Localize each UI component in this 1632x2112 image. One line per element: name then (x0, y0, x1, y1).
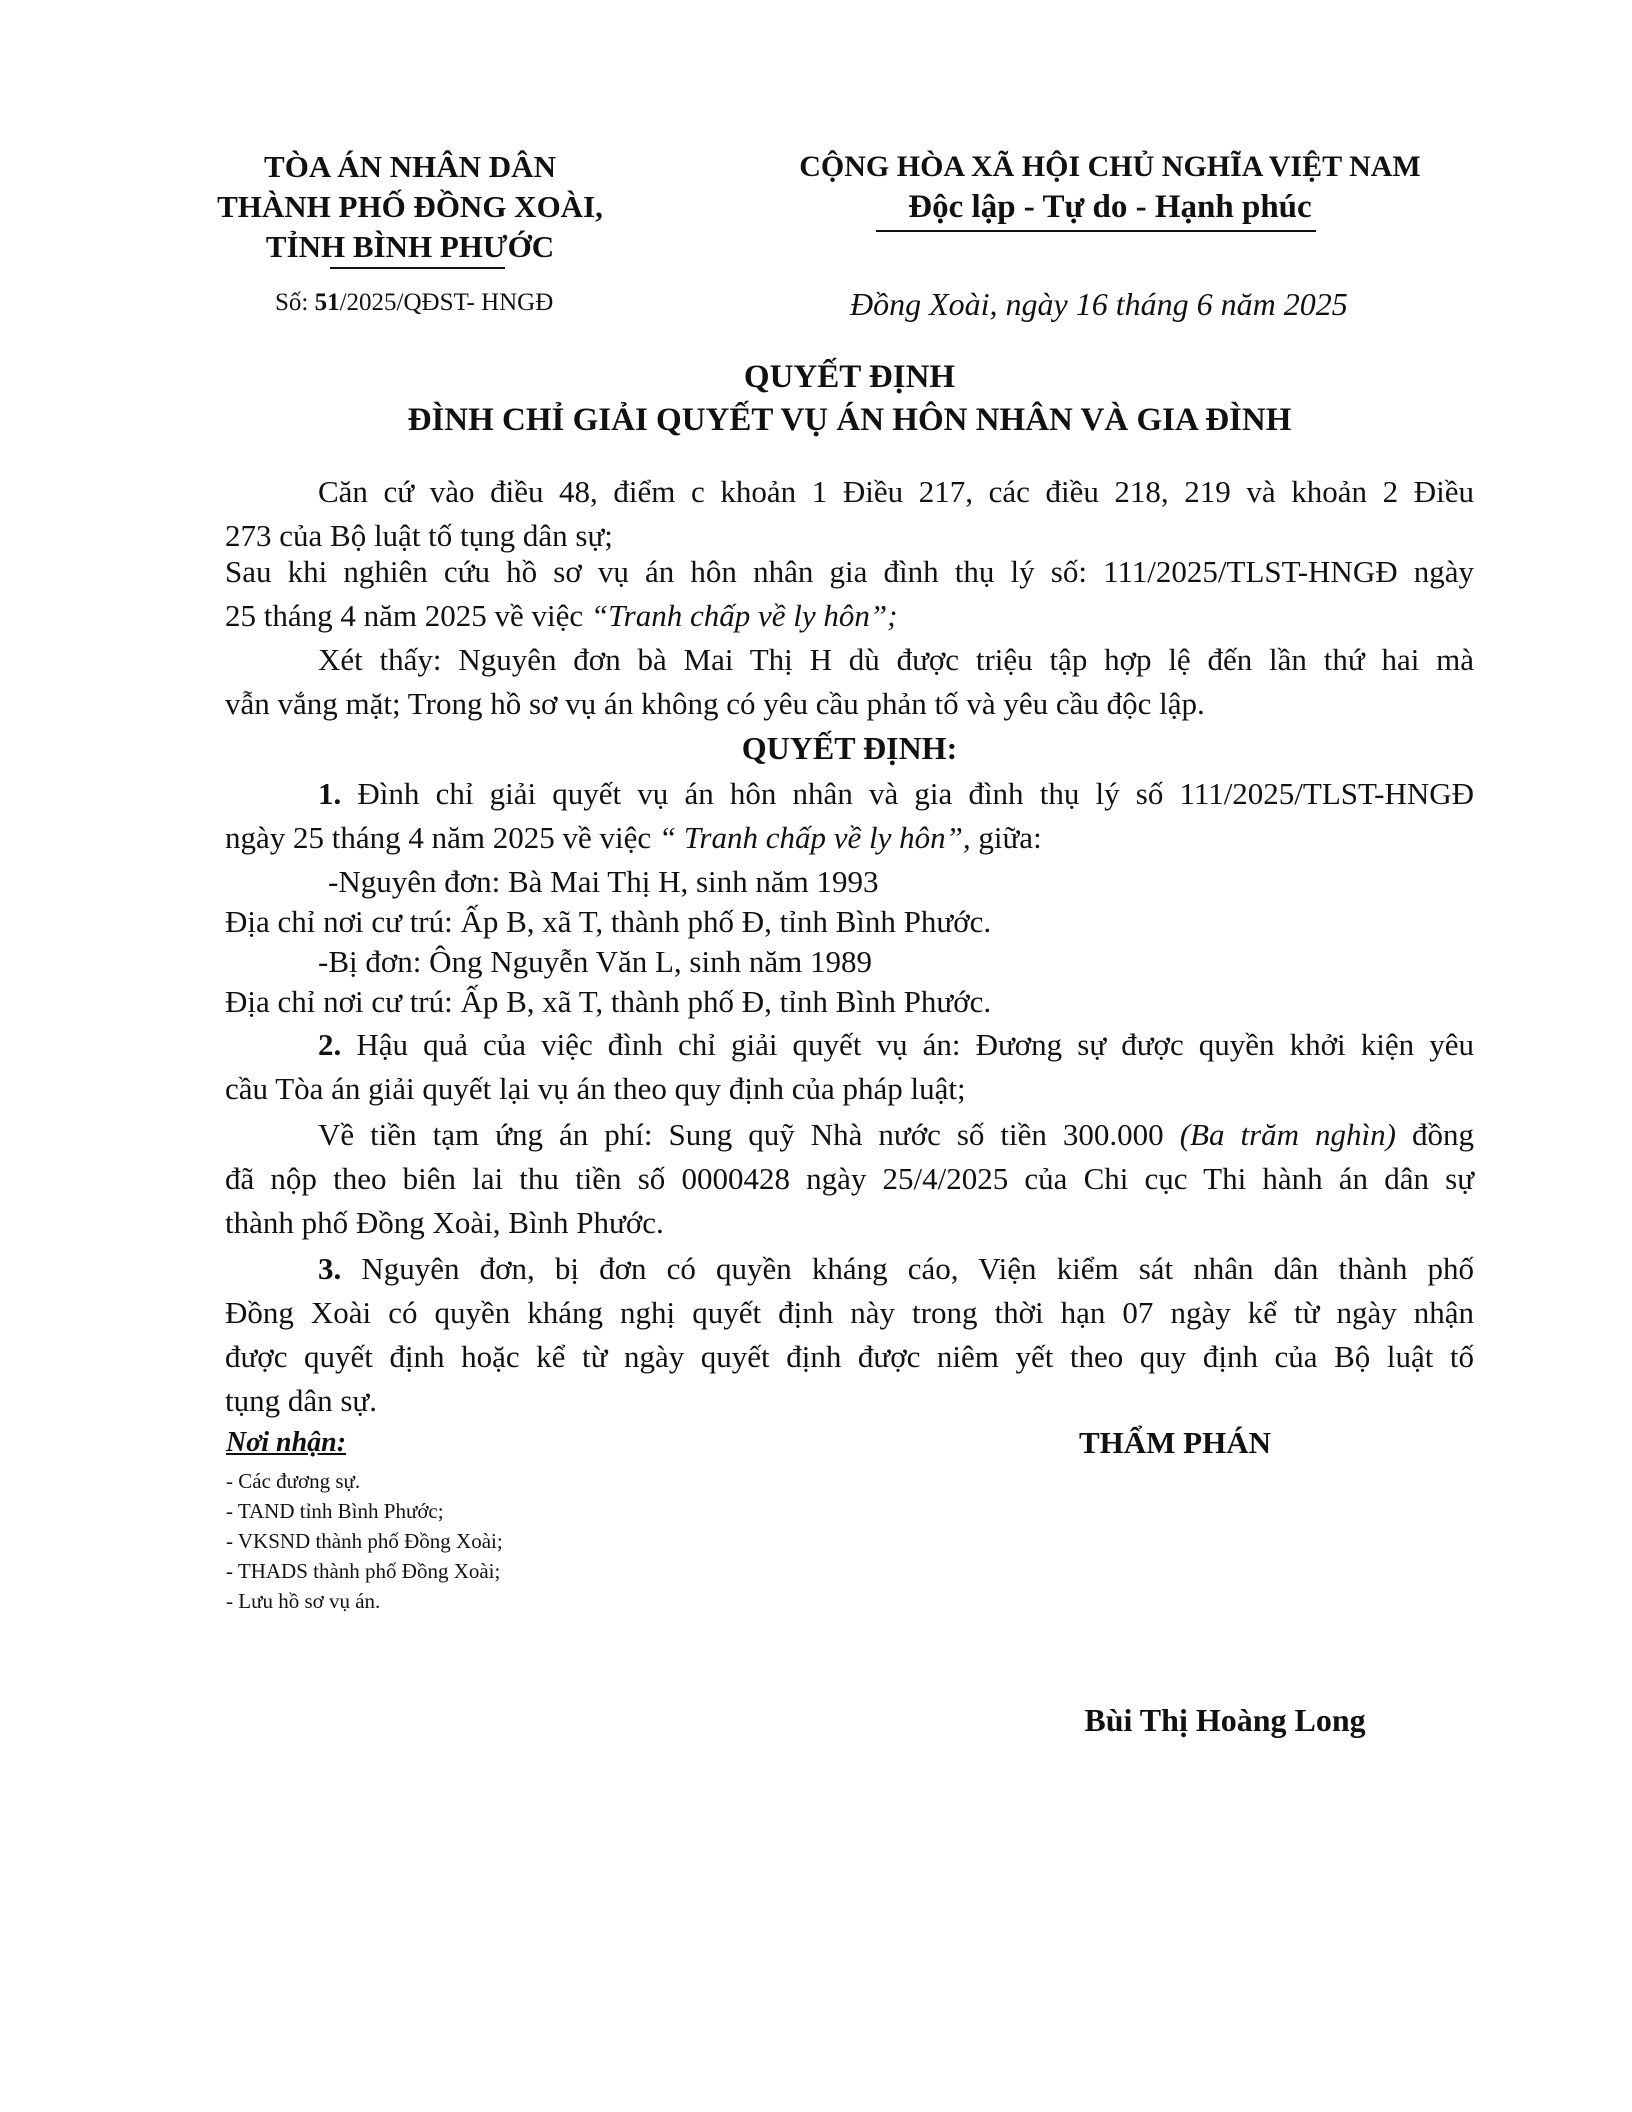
court-name-line3: TỈNH BÌNH PHƯỚC (265, 229, 555, 264)
nation-name: CỘNG HÒA XÃ HỘI CHỦ NGHĨA VIỆT NAM (799, 150, 1421, 183)
document-number (275, 287, 553, 319)
recipient-item: - TAND tỉnh Bình Phước; (226, 1499, 444, 1523)
recipient-item: - THADS thành phố Đồng Xoài; (226, 1559, 501, 1583)
decision2-number: 2. (318, 1027, 342, 1062)
recipient-item: - Các đương sự. (226, 1469, 361, 1493)
fee-line2: đã nộp theo biên lai thu tiền số 0000428 ngày 25/4/2025 của Chi cục Thi hành án dân sự (225, 1161, 1474, 1196)
nation-slogan: Độc lập - Tự do - Hạnh phúc (908, 189, 1312, 225)
decision3-number: 3. (318, 1251, 342, 1286)
fee-line1-text: Về tiền tạm ứng án phí: Sung quỹ Nhà nước số tiền 300.000 (318, 1117, 1180, 1152)
recipient-item: - Lưu hồ sơ vụ án. (226, 1589, 381, 1613)
decision1-line2 (225, 816, 1474, 860)
slogan-underline (876, 230, 1316, 232)
decision1-case-subject: “ Tranh chấp về ly hôn”, (658, 820, 971, 855)
basis-line1: Căn cứ vào điều 48, điểm c khoản 1 Điều 217, các điều 218, 219 và khoản 2 Điều (318, 474, 1474, 509)
decision3-line1 (318, 1247, 1474, 1291)
decision3-text: Nguyên đơn, bị đơn có quyền kháng cáo, Viện kiểm sát nhân dân thành phố (341, 1251, 1474, 1286)
decision3-line4: tụng dân sự. (225, 1383, 377, 1418)
decision1-line1 (318, 772, 1474, 816)
decision-title: QUYẾT ĐỊNH (743, 359, 956, 395)
review-line1: Sau khi nghiên cứu hồ sơ vụ án hôn nhân gia đình thụ lý số: 111/2025/TLST-HNGĐ ngày (225, 554, 1474, 589)
case-subject: “Tranh chấp về ly hôn”; (590, 598, 898, 633)
signer-title: THẨM PHÁN (1078, 1425, 1271, 1460)
court-name-line2: THÀNH PHỐ ĐỒNG XOÀI, (217, 189, 603, 224)
decision3-line3: được quyết định hoặc kể từ ngày quyết định được niêm yết theo quy định của Bộ luật tố (225, 1339, 1474, 1374)
fee-line1-tail: đồng (1396, 1117, 1475, 1152)
court-name-underline (330, 267, 505, 269)
defendant-address: Địa chỉ nơi cư trú: Ấp B, xã T, thành phố Đ, tỉnh Bình Phước. (225, 984, 992, 1019)
decision-subtitle: ĐÌNH CHỈ GIẢI QUYẾT VỤ ÁN HÔN NHÂN VÀ GIA ĐÌNH (407, 402, 1292, 438)
decision-heading: QUYẾT ĐỊNH: (741, 730, 958, 766)
review-line2 (225, 594, 1474, 638)
decision3-line2: Đồng Xoài có quyền kháng nghị quyết định này trong thời hạn 07 ngày kể từ ngày nhận (225, 1295, 1474, 1330)
decision1-text: Đình chỉ giải quyết vụ án hôn nhân và gia đình thụ lý số 111/2025/TLST-HNGĐ (341, 776, 1474, 811)
fee-line1 (318, 1113, 1474, 1157)
signer-name: Bùi Thị Hoàng Long (1084, 1702, 1366, 1738)
place-date: Đồng Xoài, ngày 16 tháng 6 năm 2025 (850, 286, 1348, 322)
fee-line3: thành phố Đồng Xoài, Bình Phước. (225, 1205, 664, 1240)
findings-line1: Xét thấy: Nguyên đơn bà Mai Thị H dù được triệu tập hợp lệ đến lần thứ hai mà (318, 642, 1474, 677)
recipients-heading: Nơi nhận: (226, 1427, 347, 1458)
document-number-prefix: Số: (275, 289, 315, 316)
court-name-line1: TÒA ÁN NHÂN DÂN (264, 149, 556, 184)
decision1-number: 1. (318, 776, 342, 811)
plaintiff-address: Địa chỉ nơi cư trú: Ấp B, xã T, thành phố Đ, tỉnh Bình Phước. (225, 904, 992, 939)
decision2-line1 (318, 1023, 1474, 1067)
basis-line2: 273 của Bộ luật tố tụng dân sự; (225, 518, 613, 553)
recipient-item: - VKSND thành phố Đồng Xoài; (226, 1529, 503, 1553)
review-line2-text: 25 tháng 4 năm 2025 về việc (225, 598, 591, 633)
decision1-line2-text: ngày 25 tháng 4 năm 2025 về việc (225, 820, 659, 855)
plaintiff: -Nguyên đơn: Bà Mai Thị H, sinh năm 1993 (328, 864, 879, 899)
document-number-value: 51 (314, 289, 340, 316)
national-motto (730, 147, 1490, 227)
findings-line2: vẫn vắng mặt; Trong hồ sơ vụ án không có yêu cầu phản tố và yêu cầu độc lập. (225, 686, 1205, 721)
document-number-suffix: /2025/QĐST- HNGĐ (339, 289, 554, 316)
decision1-line2-tail: giữa: (970, 820, 1042, 855)
defendant: -Bị đơn: Ông Nguyễn Văn L, sinh năm 1989 (318, 944, 872, 979)
decision2-text: Hậu quả của việc đình chỉ giải quyết vụ án: Đương sự được quyền khởi kiện yêu (341, 1027, 1474, 1062)
fee-amount-words: (Ba trăm nghìn) (1179, 1117, 1396, 1152)
decision2-line2: cầu Tòa án giải quyết lại vụ án theo quy định của pháp luật; (225, 1071, 966, 1106)
court-name (190, 147, 630, 267)
